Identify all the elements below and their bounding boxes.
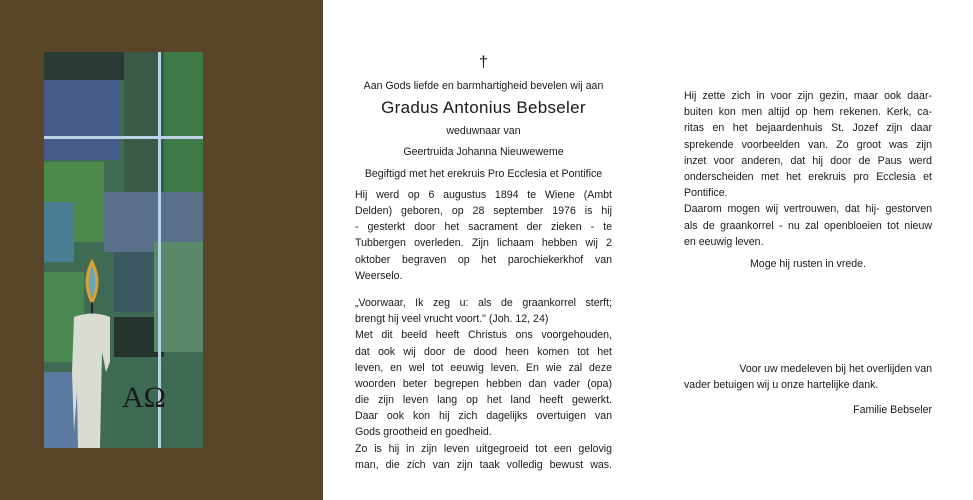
honour-text: Begiftigd met het erekruis Pro Ecclesia et Pontifice [364, 167, 603, 180]
right-column [684, 88, 932, 272]
text-line: inzet voor anderen, dat hij door de Paus werd [684, 154, 932, 167]
text-line: en eeuwig leven. [684, 235, 764, 248]
text-line: Hij zette zich in voor zijn gezin, maar ook daar- [684, 90, 932, 102]
text-line: als de graankorrel - nu zal openbloeien tot nieuw [684, 219, 932, 232]
text-line: woorden beter begrepen hebben dan vader (opa) [355, 377, 612, 390]
text-line: Delden) geboren, op 28 september 1976 is hij [355, 205, 612, 217]
biography-paragraph [355, 187, 612, 284]
text-line: die zijn leven lang op het land heeft gewerkt. [355, 394, 612, 407]
text-line: Met dit beeld heeft Christus ons voorgehouden, [355, 329, 612, 342]
text-line: Pontifice. [684, 187, 728, 200]
text-line: Zo is hij in zijn leven uitgegroeid tot een gelovig [355, 442, 612, 455]
intro-text: Aan Gods liefde en barmhartigheid bevelen wij aan [363, 80, 604, 92]
signature: Familie Bebseler [853, 404, 932, 417]
text-line: - gesterkt door het sacrament der zieken - te [355, 221, 612, 234]
card-cover [0, 0, 323, 500]
text-line: oktober begraven op het parochiekerkhof van [355, 253, 612, 266]
svg-text:AΩ: AΩ [122, 381, 166, 414]
candle-painting [44, 52, 203, 448]
tribute-paragraph [684, 88, 932, 250]
cross-symbol: † [479, 54, 488, 71]
text-line: Hij werd op 6 augustus 1894 te Wiene (Ambt [355, 188, 612, 201]
text-line: Voor uw medeleven bij het overlijden van [739, 363, 932, 375]
text-line: Daarom mogen wij vertrouwen, dat hij- gestorven [684, 203, 932, 216]
text-line: man, die zich van zijn taak volledig bewust was. [355, 458, 612, 471]
text-line: brengt hij veel vrucht voort." (Joh. 12, 24) [355, 313, 549, 326]
spouse-name: Geertruida Johanna Nieuweweme [403, 146, 564, 159]
relation-text: weduwnaar van [446, 125, 521, 138]
text-line: leven, en wel tot eeuwig leven. En wie zal deze [355, 361, 612, 374]
text-line: sprekende voorbeelden van. Zo groot was zijn [684, 138, 932, 151]
text-line: onderscheiden met het erekruis pro Ecclesia et [684, 170, 932, 183]
blessing-text: Moge hij rusten in vrede. [749, 257, 866, 270]
text-line: Tubbergen overleden. Zijn lichaam hebben wij 2 [355, 237, 612, 250]
text-line: dat ook wij door de dood heen komen tot het [355, 345, 612, 358]
text-line: buiten kon men altijd op hem rekenen. Kerk, ca- [684, 106, 932, 119]
text-line: Weerselo. [355, 269, 403, 282]
scripture-paragraph [355, 295, 612, 473]
left-column [355, 52, 612, 473]
text-line: Daar ook kon hij zich dagelijks overtuigen van [355, 410, 612, 423]
text-line: „Voorwaar, Ik zeg u: als de graankorrel sterft; [355, 296, 612, 309]
text-line: Gods grootheid en goedheid. [355, 426, 492, 439]
deceased-name: Gradus Antonius Bebseler [381, 98, 586, 118]
thanks-block [684, 361, 932, 419]
text-line: vader betuigen wij u onze hartelijke dank. [684, 379, 879, 392]
text-line: ritas en het bejaardenhuis St. Jozef zijn daar [684, 122, 932, 135]
